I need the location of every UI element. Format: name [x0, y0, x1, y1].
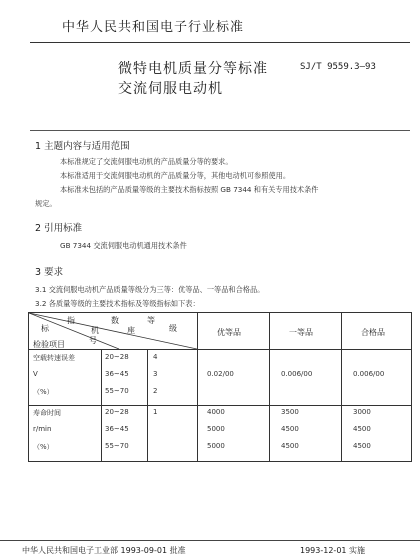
- row-seat: 55~70: [105, 387, 129, 395]
- hdr-num: 数: [111, 316, 119, 325]
- col-excellent: 优等品: [217, 328, 241, 337]
- row-seat: 36~45: [105, 425, 129, 433]
- footer-rule: [0, 540, 420, 541]
- grade-table: [28, 312, 412, 462]
- row-mark: 3: [153, 370, 158, 378]
- row-item: 寿命时间: [33, 409, 61, 417]
- hdr-grade2: 级: [169, 324, 177, 333]
- section-2-heading: 2 引用标准: [35, 223, 83, 234]
- section-1-paragraph: 本标准规定了交流伺服电动机的产品质量分等的要求。: [60, 157, 233, 166]
- document-subtitle: 交流伺服电动机: [118, 81, 223, 97]
- col-divider: [341, 313, 342, 461]
- section-1-heading: 1 主题内容与适用范围: [35, 141, 130, 152]
- title-rule: [30, 130, 410, 131]
- row-item: V: [33, 370, 38, 378]
- row-first-value: 3500: [281, 408, 299, 416]
- row-qualified-value: 3000: [353, 408, 371, 416]
- row-item: （%）: [33, 443, 54, 451]
- col-first: 一等品: [289, 328, 313, 337]
- hdr-no: 号: [89, 336, 97, 345]
- row-qualified-value: 0.006/00: [353, 370, 385, 378]
- section-1-paragraph: 本标准未包括的产品质量等级的主要技术指标按照 GB 7344 和有关专用技术条件: [60, 185, 319, 194]
- hdr-grade: 等: [147, 316, 155, 325]
- col-divider: [269, 313, 270, 461]
- clause-3-1: 3.1 交流伺服电动机产品质量等级分为三等：优等品、一等品和合格品。: [35, 285, 265, 294]
- col-divider: [197, 313, 198, 461]
- row-seat: 36~45: [105, 370, 129, 378]
- section-1-paragraph: 规定。: [35, 199, 57, 208]
- clause-3-2: 3.2 各质量等级的主要技术指标及等级指标如下表：: [35, 299, 200, 308]
- issuing-organization: 中华人民共和国电子行业标准: [62, 20, 245, 35]
- approval-note: 中华人民共和国电子工业部 1993-09-01 批准: [22, 546, 186, 555]
- row-excellent-value: 0.02/00: [207, 370, 234, 378]
- header-rule: [30, 42, 410, 43]
- row-excellent-value: 5000: [207, 425, 225, 433]
- hdr-index2: 标: [41, 324, 49, 333]
- document-title: 微特电机质量分等标准: [118, 61, 268, 77]
- row-mark: 1: [153, 408, 158, 416]
- effective-date: 1993-12-01 实施: [300, 546, 366, 555]
- row-first-value: 4500: [281, 442, 299, 450]
- hdr-base: 机: [91, 326, 99, 335]
- section-2-paragraph: GB 7344 交流伺服电动机通用技术条件: [60, 241, 187, 250]
- row-qualified-value: 4500: [353, 425, 371, 433]
- hdr-seat: 座: [127, 326, 135, 335]
- row-seat: 20~28: [105, 408, 129, 416]
- row-excellent-value: 5000: [207, 442, 225, 450]
- group-rule: [29, 405, 411, 406]
- standard-code: SJ/T 9559.3—93: [300, 62, 376, 72]
- row-seat: 55~70: [105, 442, 129, 450]
- row-qualified-value: 4500: [353, 442, 371, 450]
- row-first-value: 4500: [281, 425, 299, 433]
- hdr-item: 检验项目: [33, 340, 65, 349]
- row-excellent-value: 4000: [207, 408, 225, 416]
- row-mark: 2: [153, 387, 158, 395]
- section-3-heading: 3 要求: [35, 267, 64, 278]
- hdr-index: 指: [67, 316, 75, 325]
- row-item: 空载转速误差: [33, 354, 75, 362]
- section-1-paragraph: 本标准适用于交流伺服电动机的产品质量分等，其他电动机可参照使用。: [60, 171, 291, 180]
- col-qualified: 合格品: [361, 328, 385, 337]
- row-item: （%）: [33, 388, 54, 396]
- row-seat: 20~28: [105, 353, 129, 361]
- row-first-value: 0.006/00: [281, 370, 313, 378]
- row-mark: 4: [153, 353, 158, 361]
- header-bottom-rule: [29, 349, 411, 350]
- row-item: r/min: [33, 425, 52, 433]
